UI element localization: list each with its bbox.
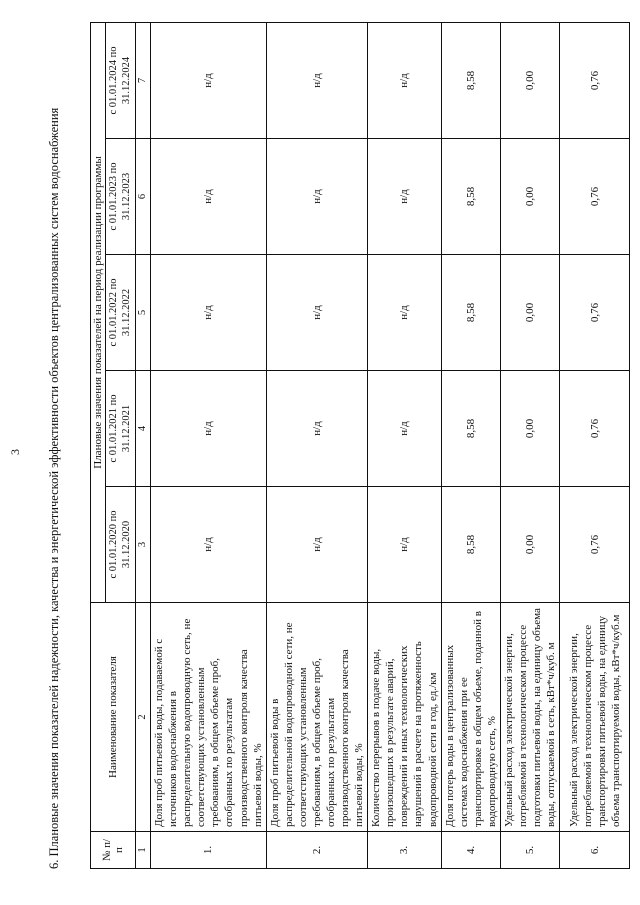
- column-number: 7: [136, 22, 151, 138]
- value-cell: н/д: [151, 139, 267, 255]
- value-cell: 0,76: [560, 255, 630, 371]
- value-cell: н/д: [151, 255, 267, 371]
- value-cell: н/д: [266, 139, 368, 255]
- value-cell: 0,76: [560, 139, 630, 255]
- indicator-name: Удельный расход электрической энергии, потребляемой в технологическом процессе транспортировки питьевой воды, на единицу объема транспортируемой воды, кВт*ч/куб.м: [560, 603, 630, 832]
- period-header: с 01.01.2024 по 31.12.2024: [106, 22, 136, 138]
- value-cell: 0,76: [560, 22, 630, 138]
- value-cell: 0,00: [500, 139, 559, 255]
- value-cell: 8,58: [441, 371, 500, 487]
- col-header-number: № п/п: [91, 832, 136, 869]
- row-number: 3.: [368, 832, 441, 869]
- value-cell: 8,58: [441, 22, 500, 138]
- value-cell: 0,00: [500, 487, 559, 603]
- row-number: 5.: [500, 832, 559, 869]
- row-number: 2.: [266, 832, 368, 869]
- column-number: 4: [136, 371, 151, 487]
- period-header: с 01.01.2023 по 31.12.2023: [106, 139, 136, 255]
- indicators-table: [90, 22, 630, 869]
- indicator-name: Количество перерывов в подаче воды, произошедших в результате аварий, повреждений и иных технологических нарушений в расчете на протяженность водопроводной сети в год, ед./км: [368, 603, 441, 832]
- value-cell: 0,76: [560, 487, 630, 603]
- row-number: 6.: [560, 832, 630, 869]
- value-cell: н/д: [151, 487, 267, 603]
- table-row: [500, 22, 559, 868]
- value-cell: 8,58: [441, 255, 500, 371]
- value-cell: н/д: [151, 22, 267, 138]
- column-number: 2: [136, 603, 151, 832]
- value-cell: н/д: [151, 371, 267, 487]
- value-cell: н/д: [368, 255, 441, 371]
- value-cell: н/д: [368, 487, 441, 603]
- value-cell: н/д: [266, 487, 368, 603]
- table-row: [151, 22, 267, 868]
- table-row: [441, 22, 500, 868]
- period-header: с 01.01.2021 по 31.12.2021: [106, 371, 136, 487]
- value-cell: н/д: [266, 255, 368, 371]
- value-cell: н/д: [266, 22, 368, 138]
- value-cell: н/д: [266, 371, 368, 487]
- indicator-name: Доля проб питьевой воды, подаваемой с источников водоснабжения в распределительную водопроводную сеть, не соответствующих установленным требованиям, в общем объеме проб, отобранных по результатам производственного контроля качества питьевой воды, %: [151, 603, 267, 832]
- indicator-name: Доля проб питьевой воды в распределительной водопроводной сети, не соответствующих установленным требованиям, в общем объеме проб, отобранных по результатам производственного контроля качества питьевой воды, %: [266, 603, 368, 832]
- value-cell: н/д: [368, 371, 441, 487]
- col-header-name: Наименование показателя: [91, 603, 136, 832]
- value-cell: 0,00: [500, 255, 559, 371]
- table-row: [266, 22, 368, 868]
- col-header-group: Плановые значения показателей на период реализации программы: [91, 22, 106, 602]
- column-number-row: [136, 22, 151, 868]
- value-cell: 0,76: [560, 371, 630, 487]
- column-number: 1: [136, 832, 151, 869]
- table-row: [368, 22, 441, 868]
- row-number: 4.: [441, 832, 500, 869]
- indicator-name: Доля потерь воды в централизованных системах водоснабжения при ее транспортировке в общем объеме, поданной в водопроводную сеть, %: [441, 603, 500, 832]
- period-header: с 01.01.2022 по 31.12.2022: [106, 255, 136, 371]
- value-cell: 0,00: [500, 22, 559, 138]
- value-cell: 8,58: [441, 487, 500, 603]
- column-number: 3: [136, 487, 151, 603]
- value-cell: н/д: [368, 139, 441, 255]
- value-cell: 0,00: [500, 371, 559, 487]
- column-number: 6: [136, 139, 151, 255]
- value-cell: н/д: [368, 22, 441, 138]
- column-number: 5: [136, 255, 151, 371]
- period-header: с 01.01.2020 по 31.12.2020: [106, 487, 136, 603]
- value-cell: 8,58: [441, 139, 500, 255]
- page-number: 3: [8, 449, 22, 455]
- section-heading: 6. Плановые значения показателей надежности, качества и энергетической эффективности объектов централизованных систем водоснабжения: [47, 107, 61, 869]
- indicator-name: Удельный расход электрической энергии, потребляемой в технологическом процессе подготовки питьевой воды, на единицу объема воды, отпускаемой в сеть, кВт*ч/куб. м: [500, 603, 559, 832]
- table-row: [560, 22, 630, 868]
- row-number: 1.: [151, 832, 267, 869]
